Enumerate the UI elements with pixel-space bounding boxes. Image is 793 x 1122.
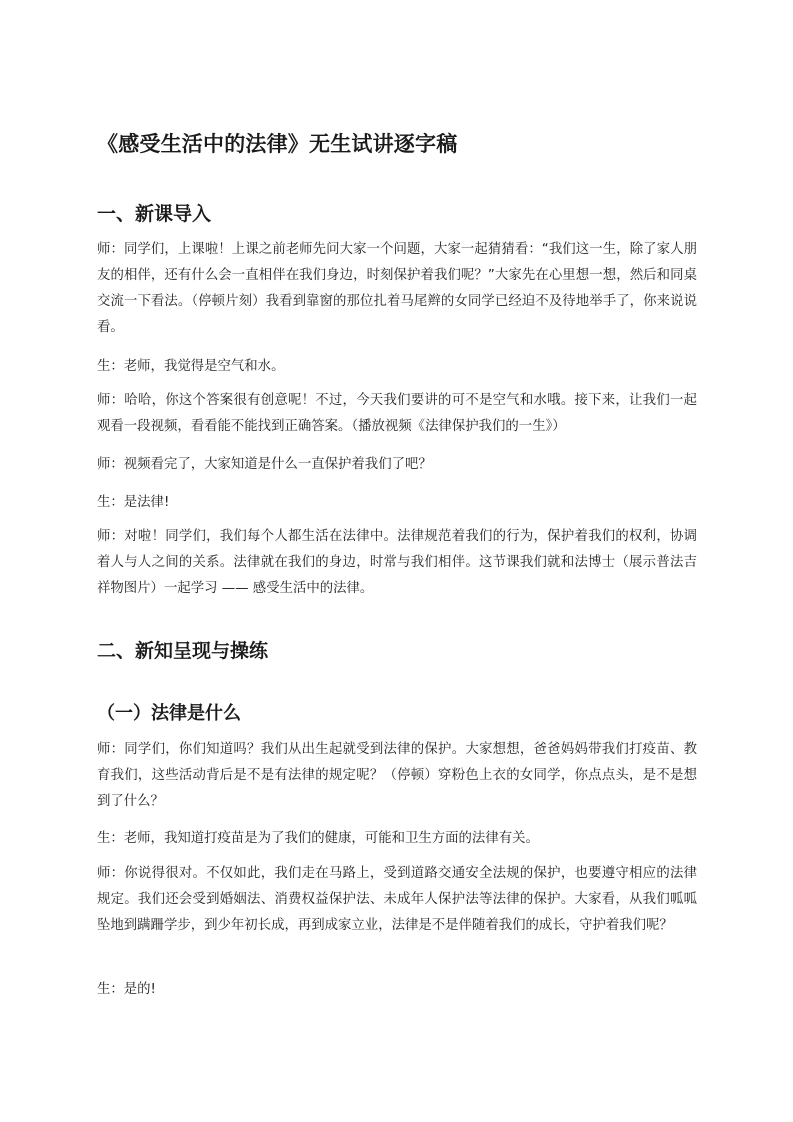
section-heading-intro: 一、新课导入: [97, 203, 212, 225]
paragraph: 生：是的!: [97, 982, 156, 997]
paragraph: 师：同学们，你们知道吗？我们从出生起就受到法律的保护。大家想想，爸爸妈妈带我们打疫苗、教育我们，这些活动背后是不是有法律的规定呢？（停顿）穿粉色上衣的女同学，你点点头，是不是想到了什么？: [97, 742, 697, 809]
subsection-heading-what-is-law: （一）法律是什么: [97, 703, 241, 724]
paragraph: 生：老师，我知道打疫苗是为了我们的健康，可能和卫生方面的法律有关。: [97, 831, 539, 846]
paragraph: 生：老师，我觉得是空气和水。: [97, 359, 285, 374]
paragraph: 师：视频看完了，大家知道是什么一直保护着我们了吧？: [97, 457, 432, 472]
document-title: 《感受生活中的法律》无生试讲逐字稿: [97, 132, 458, 156]
section-heading-new-knowledge: 二、新知呈现与操练: [97, 640, 269, 662]
paragraph: 生：是法律!: [97, 495, 170, 510]
paragraph: 师：哈哈，你这个答案很有创意呢！不过，今天我们要讲的可不是空气和水哦。接下来，让我们一起观看一段视频，看看能不能找到正确答案。（播放视频《法律保护我们的一生》）: [97, 393, 697, 434]
paragraph: 师：你说得很对。不仅如此，我们走在马路上，受到道路交通安全法规的保护，也要遵守相应的法律规定。我们还会受到婚姻法、消费权益保护法、未成年人保护法等法律的保护。大家看，从我们呱呱坠地到蹒跚学步，到少年初长成，再到成家立业，法律是不是伴随着我们的成长，守护着我们呢？: [97, 866, 697, 933]
paragraph: 师：同学们，上课啦！上课之前老师先问大家一个问题，大家一起猜猜看：“我们这一生，除了家人朋友的相伴，还有什么会一直相伴在我们身边，时刻保护着我们呢？”大家先在心里想一想，然后和同桌交流一下看法。（停顿片刻）我看到靠窗的那位扎着马尾辫的女同学已经迫不及待地举手了，你来说说看。: [97, 242, 697, 335]
paragraph: 师：对啦！同学们，我们每个人都生活在法律中。法律规范着我们的行为，保护着我们的权利，协调着人与人之间的关系。法律就在我们的身边，时常与我们相伴。这节课我们就和法博士（展示普法吉祥物图片）一起学习 —— 感受生活中的法律。: [97, 529, 697, 596]
